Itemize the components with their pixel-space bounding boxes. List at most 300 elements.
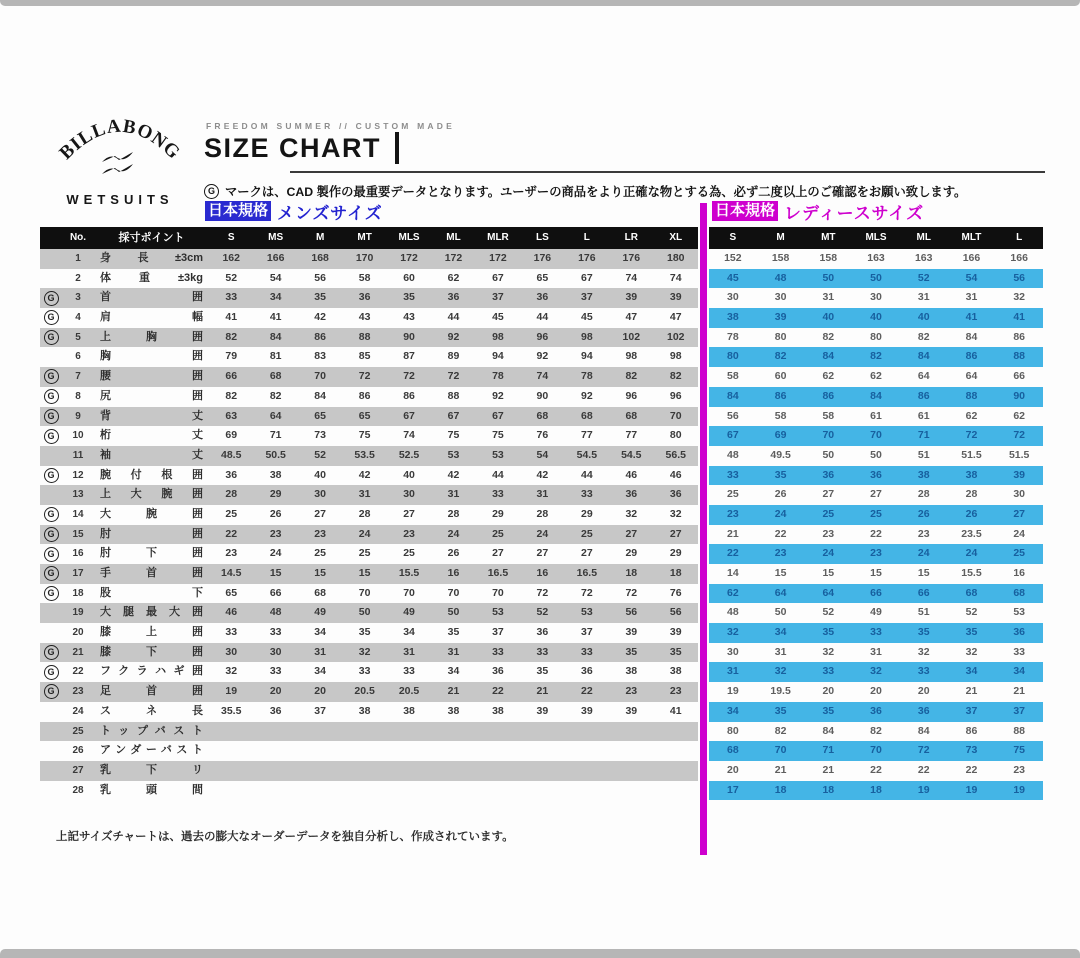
mens-value: 23 — [269, 527, 282, 540]
ladies-value: 70 — [870, 744, 882, 757]
mens-value: 172 — [489, 252, 507, 264]
ladies-value: 84 — [727, 389, 739, 402]
mark-cell — [40, 761, 62, 781]
mens-value: 67 — [581, 271, 593, 284]
row-number: 3 — [75, 292, 81, 304]
ladies-size-column-header: MT — [821, 232, 836, 243]
ladies-value: 19 — [965, 783, 978, 796]
mens-value — [565, 781, 609, 801]
mens-table-row — [40, 603, 698, 623]
mens-value: 27 — [625, 527, 638, 540]
mens-value: 69 — [225, 429, 238, 442]
ladies-value: 62 — [965, 409, 978, 422]
ladies-value: 21 — [774, 763, 787, 776]
ladies-value: 66 — [917, 586, 930, 599]
mens-value — [342, 722, 386, 742]
mark-cell — [40, 387, 62, 407]
mens-value: 34 — [447, 665, 460, 678]
mens-value: 82 — [225, 389, 238, 402]
mens-value — [209, 761, 253, 781]
ladies-value: 56 — [1013, 271, 1026, 284]
mens-table-row — [40, 367, 698, 387]
ladies-value: 28 — [965, 488, 978, 501]
ladies-value: 166 — [1010, 252, 1028, 264]
ladies-value: 35 — [965, 626, 978, 639]
mens-value: 38 — [492, 704, 504, 717]
mens-value: 39 — [669, 291, 682, 304]
measure-point-label: 大 腿 最 大 囲 — [100, 606, 203, 619]
mens-value — [342, 781, 386, 801]
mens-value: 33 — [358, 665, 371, 678]
mens-value: 16 — [536, 567, 549, 579]
mens-value: 35 — [447, 626, 460, 639]
ladies-value: 35 — [822, 704, 835, 717]
mens-value: 36 — [536, 291, 549, 304]
mens-value: 70 — [492, 586, 504, 599]
mens-value: 20 — [269, 685, 282, 698]
mens-value — [298, 722, 342, 742]
measure-point-label: 腰 囲 — [100, 370, 203, 383]
mens-value: 82 — [669, 370, 682, 383]
mens-value: 92 — [492, 389, 504, 402]
mens-value: 31 — [447, 645, 460, 658]
mens-value: 49 — [314, 606, 326, 619]
ladies-value: 30 — [727, 645, 739, 658]
measure-point-label: 腕 付 根 囲 — [100, 468, 203, 481]
mens-value: 176 — [533, 252, 552, 264]
mens-value — [298, 741, 342, 761]
mens-value: 27 — [536, 547, 549, 560]
mens-value: 32 — [625, 507, 638, 520]
ladies-value: 51.5 — [1008, 448, 1030, 461]
mens-value — [387, 722, 431, 742]
ladies-value: 61 — [870, 409, 882, 422]
row-number: 24 — [72, 705, 84, 717]
mens-value: 22 — [225, 527, 238, 540]
ladies-size-column-header: MLT — [961, 232, 982, 243]
mens-value: 16.5 — [487, 567, 509, 579]
mens-value: 37 — [492, 626, 504, 639]
mark-cell — [40, 662, 62, 682]
mark-cell — [40, 643, 62, 663]
cad-mark-icon: G — [44, 665, 59, 680]
mens-value: 25 — [403, 547, 415, 560]
ladies-value: 27 — [822, 488, 835, 501]
ladies-value: 34 — [965, 665, 978, 678]
mens-value: 39 — [625, 704, 638, 717]
ladies-value: 70 — [774, 744, 787, 757]
ladies-value: 58 — [822, 409, 835, 422]
ladies-value: 23 — [870, 547, 882, 560]
mens-value: 32 — [669, 507, 682, 520]
ladies-value: 24 — [917, 547, 930, 560]
mens-value: 176 — [622, 252, 641, 264]
ladies-value: 20 — [870, 685, 882, 698]
row-number: 15 — [72, 528, 84, 540]
ladies-value: 24 — [965, 547, 978, 560]
ladies-value: 82 — [870, 350, 882, 363]
row-number: 6 — [75, 351, 81, 363]
mens-value: 72 — [625, 586, 638, 599]
ladies-value: 23 — [727, 507, 739, 520]
mens-value: 53 — [447, 448, 460, 461]
mens-table-row — [40, 564, 698, 584]
ladies-size-table — [709, 227, 1043, 800]
mens-size-column-header: L — [583, 232, 590, 243]
ladies-value: 36 — [1013, 626, 1026, 639]
mens-value — [520, 722, 564, 742]
mens-table-row — [40, 761, 698, 781]
ladies-value: 48 — [727, 448, 739, 461]
mens-value: 15 — [358, 567, 371, 579]
ladies-value: 15 — [917, 567, 930, 579]
tagline: FREEDOM SUMMER // CUSTOM MADE — [206, 121, 455, 131]
mens-value: 68 — [269, 370, 282, 383]
ladies-value: 84 — [870, 389, 882, 402]
mens-value: 45 — [492, 311, 504, 324]
ladies-value: 70 — [822, 429, 835, 442]
mens-value: 56 — [314, 271, 326, 284]
ladies-table-row — [709, 466, 1043, 486]
mens-value: 36 — [536, 626, 549, 639]
mark-cell — [40, 722, 62, 742]
ladies-value: 41 — [965, 311, 978, 324]
mens-value: 37 — [581, 291, 593, 304]
mens-value: 35 — [625, 645, 638, 658]
mens-value — [520, 781, 564, 801]
mens-value: 33 — [269, 665, 282, 678]
mens-value: 42 — [358, 468, 371, 481]
ladies-value: 58 — [727, 370, 739, 383]
ladies-value: 30 — [870, 291, 882, 304]
mens-value: 98 — [492, 330, 504, 343]
mens-value: 33 — [536, 645, 549, 658]
ladies-value: 31 — [870, 645, 882, 658]
mens-value: 44 — [492, 468, 504, 481]
mens-value — [476, 722, 520, 742]
ladies-value: 22 — [917, 763, 930, 776]
ladies-value: 58 — [774, 409, 787, 422]
cad-mark-icon: G — [44, 468, 59, 483]
mens-value — [609, 741, 653, 761]
mens-value: 16.5 — [576, 567, 598, 579]
mens-table-row — [40, 781, 698, 801]
ladies-value: 31 — [917, 291, 930, 304]
ladies-value: 15.5 — [961, 567, 982, 579]
mens-value: 56 — [625, 606, 638, 619]
ladies-value: 32 — [1013, 291, 1026, 304]
mens-value: 60 — [403, 271, 415, 284]
mens-value: 37 — [314, 704, 326, 717]
ladies-value: 24 — [822, 547, 835, 560]
mens-value — [387, 741, 431, 761]
cad-mark-icon: G — [204, 184, 219, 199]
ladies-value: 31 — [965, 291, 978, 304]
ladies-table-row — [709, 643, 1043, 663]
ladies-value: 71 — [917, 429, 930, 442]
ladies-value: 36 — [870, 704, 882, 717]
ladies-value: 30 — [727, 291, 739, 304]
ladies-value: 27 — [1013, 507, 1026, 520]
ladies-value: 18 — [774, 783, 787, 796]
mens-value: 68 — [536, 409, 549, 422]
mens-value: 20 — [314, 685, 326, 698]
mens-value: 76 — [669, 586, 682, 599]
measure-point-label: 膝 上 囲 — [100, 626, 203, 639]
ladies-size-column-header: MLS — [865, 232, 887, 243]
mens-value — [253, 741, 297, 761]
measure-point-label: 尻 囲 — [100, 389, 203, 402]
mens-value: 31 — [536, 488, 549, 501]
ladies-value: 64 — [917, 370, 930, 383]
mens-value: 40 — [403, 468, 415, 481]
mens-value: 35.5 — [221, 704, 242, 717]
ladies-value: 14 — [727, 567, 739, 579]
mens-value: 44 — [447, 311, 460, 324]
mens-value: 42 — [536, 468, 549, 481]
ladies-value: 86 — [965, 724, 978, 737]
mens-value: 50 — [447, 606, 460, 619]
mens-value: 85 — [358, 350, 371, 363]
ladies-value: 27 — [870, 488, 882, 501]
mens-size-column-header: XL — [669, 232, 683, 243]
ladies-value: 36 — [917, 704, 930, 717]
mens-value: 70 — [403, 586, 415, 599]
mens-value: 18 — [625, 567, 638, 579]
mark-cell — [40, 328, 62, 348]
mens-value — [431, 741, 475, 761]
ladies-value: 72 — [1013, 429, 1026, 442]
photo-edge-top — [0, 0, 1080, 6]
mens-value: 16 — [447, 567, 460, 579]
mens-value: 102 — [622, 330, 641, 343]
mens-value — [387, 761, 431, 781]
ladies-value: 68 — [727, 744, 739, 757]
mens-value: 35 — [536, 665, 549, 678]
mens-value — [209, 741, 253, 761]
ladies-value: 23 — [774, 547, 787, 560]
ladies-value: 86 — [1013, 330, 1026, 343]
mens-table-row — [40, 623, 698, 643]
mens-value: 43 — [403, 311, 415, 324]
ladies-value: 54 — [965, 271, 978, 284]
mens-value: 75 — [358, 429, 371, 442]
ladies-value: 88 — [965, 389, 978, 402]
mens-value: 31 — [358, 488, 371, 501]
ladies-table-row — [709, 387, 1043, 407]
measure-point-label: 足 首 囲 — [100, 685, 203, 698]
mens-value: 36 — [625, 488, 638, 501]
mens-table-row — [40, 702, 698, 722]
ladies-value: 26 — [917, 507, 930, 520]
mens-value: 72 — [358, 370, 371, 383]
mens-table-row — [40, 387, 698, 407]
mens-value: 88 — [447, 389, 460, 402]
mens-value: 41 — [225, 311, 238, 324]
mens-value: 38 — [358, 704, 371, 717]
ladies-value: 84 — [822, 724, 835, 737]
mens-value: 25 — [225, 507, 238, 520]
mens-value: 33 — [225, 626, 238, 639]
mens-value: 86 — [403, 389, 415, 402]
ladies-table-row — [709, 269, 1043, 289]
mens-value: 86 — [358, 389, 371, 402]
ladies-value: 23.5 — [961, 527, 982, 540]
mens-table-row — [40, 269, 698, 289]
ladies-value: 38 — [727, 311, 739, 324]
mens-value: 19 — [225, 685, 238, 698]
ladies-value: 21 — [727, 527, 739, 540]
measure-point-label: 手 首 囲 — [100, 567, 203, 579]
ladies-value: 72 — [965, 429, 978, 442]
ladies-value: 32 — [822, 645, 835, 658]
ladies-value: 40 — [822, 311, 835, 324]
mens-value: 27 — [492, 547, 504, 560]
mens-value: 162 — [222, 252, 240, 264]
mens-value: 66 — [225, 370, 238, 383]
mens-value: 23 — [403, 527, 415, 540]
ladies-size-column-header: ML — [916, 232, 931, 243]
mark-cell — [40, 367, 62, 387]
mens-value: 68 — [625, 409, 638, 422]
ladies-table-row — [709, 485, 1043, 505]
mark-cell — [40, 466, 62, 486]
mens-value: 52.5 — [398, 448, 420, 461]
ladies-value: 35 — [822, 626, 835, 639]
measure-point-label: 肩 幅 — [100, 311, 203, 324]
mens-value: 27 — [314, 507, 326, 520]
ladies-value: 22 — [870, 527, 882, 540]
mens-value: 98 — [669, 350, 682, 363]
mens-value — [609, 781, 653, 801]
mark-cell — [40, 702, 62, 722]
mens-value: 70 — [669, 409, 682, 422]
mens-value: 47 — [625, 311, 638, 324]
ladies-value: 36 — [822, 468, 835, 481]
measure-point-label: 体 重 ±3kg — [100, 271, 203, 284]
ladies-value: 80 — [774, 330, 787, 343]
cad-mark-icon: G — [44, 547, 59, 562]
measure-point-label: 上 胸 囲 — [100, 330, 203, 343]
mens-value: 29 — [625, 547, 638, 560]
ladies-value: 20 — [727, 763, 739, 776]
mens-value: 36 — [581, 665, 593, 678]
mens-value — [476, 761, 520, 781]
mens-value — [654, 741, 698, 761]
ladies-value: 84 — [822, 350, 835, 363]
row-number: 27 — [72, 764, 84, 776]
mens-value: 98 — [581, 330, 593, 343]
mens-value: 80 — [669, 429, 682, 442]
row-number: 22 — [72, 666, 84, 678]
mens-value: 38 — [269, 468, 282, 481]
mens-value: 66 — [269, 586, 282, 599]
mens-value: 21 — [536, 685, 549, 698]
mens-value: 34 — [269, 291, 282, 304]
mens-value: 35 — [669, 645, 682, 658]
row-number: 8 — [75, 390, 81, 402]
mens-value: 15 — [314, 567, 326, 579]
mens-value: 82 — [269, 389, 282, 402]
mens-value: 72 — [447, 370, 460, 383]
ladies-value: 31 — [822, 291, 835, 304]
mens-value: 82 — [225, 330, 238, 343]
mens-value — [342, 741, 386, 761]
mens-value: 53 — [492, 606, 504, 619]
ladies-value: 15 — [870, 567, 882, 579]
mens-size-column-header: MT — [357, 232, 372, 243]
mens-value: 39 — [536, 704, 549, 717]
ladies-value: 31 — [774, 645, 787, 658]
ladies-value: 80 — [727, 724, 739, 737]
row-number: 26 — [72, 745, 84, 757]
mens-value: 29 — [581, 507, 593, 520]
mens-value: 83 — [314, 350, 326, 363]
mens-value: 75 — [447, 429, 460, 442]
ladies-value: 21 — [1013, 685, 1026, 698]
mens-value: 25 — [492, 527, 504, 540]
ladies-table-row — [709, 525, 1043, 545]
row-number: 18 — [72, 587, 84, 599]
mens-value: 72 — [581, 586, 593, 599]
ladies-section-title — [712, 199, 924, 223]
mens-value: 46 — [225, 606, 238, 619]
mens-value: 63 — [225, 409, 238, 422]
mens-value: 50 — [358, 606, 371, 619]
mens-value: 28 — [447, 507, 460, 520]
ladies-value: 31 — [727, 665, 739, 678]
ladies-value: 25 — [870, 507, 882, 520]
cad-mark-icon: G — [44, 369, 59, 384]
mens-value: 44 — [536, 311, 549, 324]
mens-value: 96 — [625, 389, 638, 402]
mens-value: 52 — [536, 606, 549, 619]
ladies-value: 53 — [1013, 606, 1026, 619]
measure-point-label: 胸 囲 — [100, 350, 203, 363]
mens-value: 28 — [358, 507, 371, 520]
ladies-value: 78 — [727, 330, 739, 343]
ladies-value: 49.5 — [770, 448, 791, 461]
mens-table-row — [40, 643, 698, 663]
mens-value — [654, 761, 698, 781]
ladies-table-row — [709, 564, 1043, 584]
ladies-table-row — [709, 426, 1043, 446]
mens-value: 24 — [536, 527, 549, 540]
mens-value — [253, 722, 297, 742]
mens-value: 90 — [536, 389, 549, 402]
mens-section-label: メンズサイズ — [277, 203, 383, 223]
ladies-value: 19 — [917, 783, 930, 796]
mens-value: 35 — [314, 291, 326, 304]
ladies-value: 17 — [727, 783, 739, 796]
ladies-value: 68 — [1013, 586, 1026, 599]
ladies-value: 20 — [822, 685, 835, 698]
cad-mark-icon: G — [44, 310, 59, 325]
mens-value: 30 — [314, 488, 326, 501]
ladies-value: 68 — [965, 586, 978, 599]
mens-value: 72 — [536, 586, 549, 599]
mens-value: 22 — [581, 685, 593, 698]
ladies-value: 50 — [870, 271, 882, 284]
wave-icon — [102, 152, 133, 174]
mens-value: 26 — [447, 547, 460, 560]
mark-column-header — [40, 227, 62, 249]
ladies-value: 35 — [917, 626, 930, 639]
ladies-value: 22 — [965, 763, 978, 776]
mens-value: 23 — [625, 685, 638, 698]
row-number: 16 — [72, 548, 84, 560]
ladies-table-row — [709, 328, 1043, 348]
